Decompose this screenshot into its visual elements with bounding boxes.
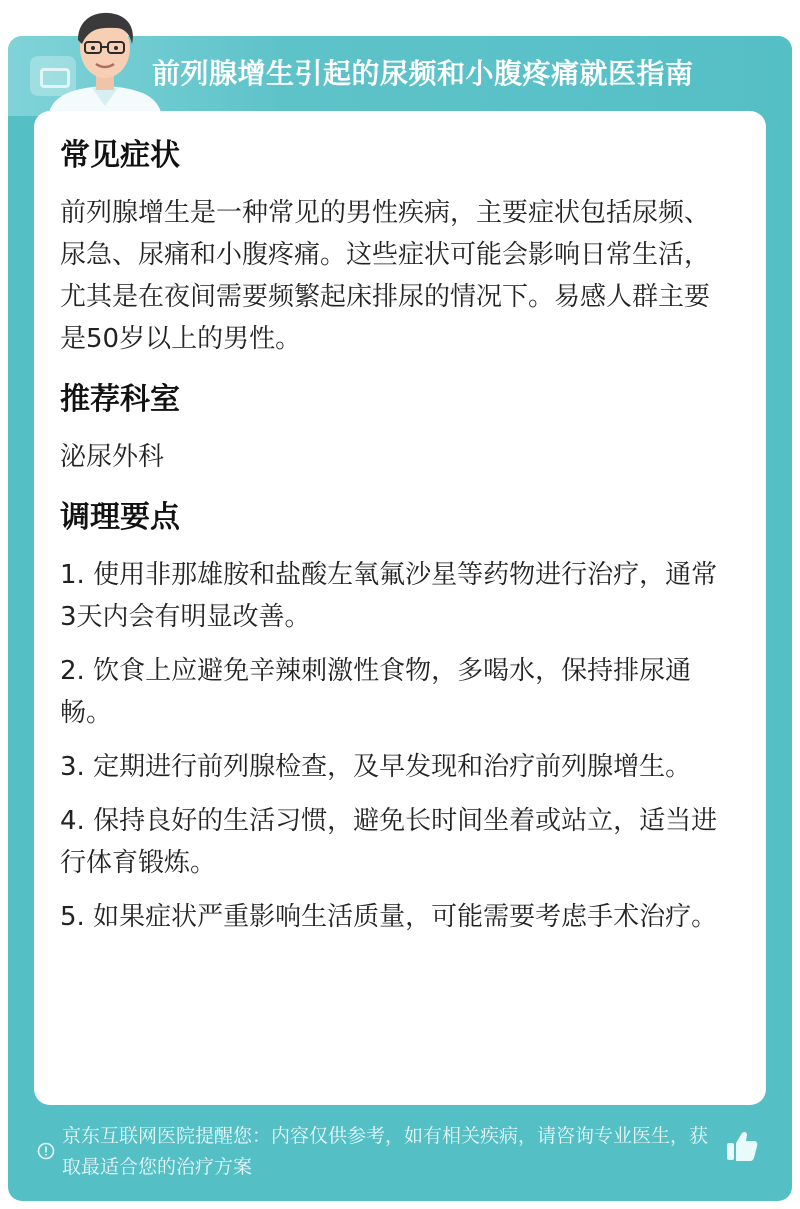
department-heading: 推荐科室 <box>60 382 180 417</box>
thumbs-up-icon[interactable] <box>724 1128 760 1164</box>
care-item-1: 1. 使用非那雄胺和盐酸左氧氟沙星等药物进行治疗，通常3天内会有明显改善。 <box>60 560 718 632</box>
care-item-2: 2. 饮食上应避免辛辣刺激性食物，多喝水，保持排尿通畅。 <box>60 656 692 728</box>
care-item-3: 3. 定期进行前列腺检查，及早发现和治疗前列腺增生。 <box>60 752 692 782</box>
care-heading: 调理要点 <box>60 500 180 535</box>
content-body <box>60 132 730 938</box>
page-title: 前列腺增生引起的尿频和小腹疼痛就医指南 <box>152 57 694 90</box>
care-item-4: 4. 保持良好的生活习惯，避免长时间坐着或站立，适当进行体育锻炼。 <box>60 806 718 878</box>
care-item-5: 5. 如果症状严重影响生活质量，可能需要考虑手术治疗。 <box>60 902 718 932</box>
symptoms-heading: 常见症状 <box>60 138 180 173</box>
doctor-avatar-icon <box>40 4 170 116</box>
department-text: 泌尿外科 <box>60 442 165 472</box>
info-icon <box>37 1142 55 1160</box>
footer-notice: 京东互联网医院提醒您：内容仅供参考，如有相关疾病，请咨询专业医生，获取最适合您的治疗方案 <box>62 1125 709 1178</box>
symptoms-text: 前列腺增生是一种常见的男性疾病，主要症状包括尿频、尿急、尿痛和小腹疼痛。这些症状可能会影响日常生活，尤其是在夜间需要频繁起床排尿的情况下。易感人群主要是50岁以上的男性。 <box>60 198 711 354</box>
